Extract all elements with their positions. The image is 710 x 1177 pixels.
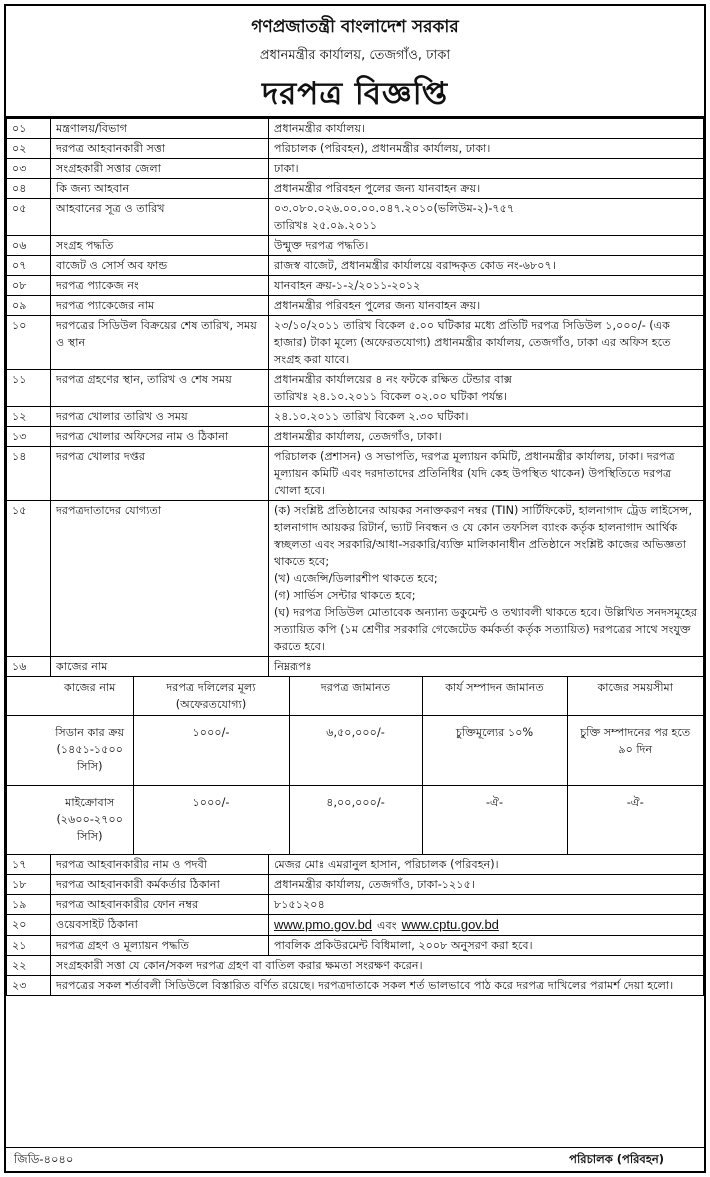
table-row — [7, 316, 704, 370]
row-value-line: তারিখঃ ২৫.০৯.২০১১ — [274, 219, 378, 232]
work-header-row — [7, 677, 703, 716]
row-value — [269, 276, 704, 296]
row-value — [269, 316, 704, 370]
notice-footer — [6, 1147, 704, 1171]
website-joiner: এবং — [377, 918, 397, 932]
table-row — [7, 159, 704, 179]
row-number: ২১ — [7, 935, 51, 955]
row-label: দরপত্র খোলার তারিখ ও সময় — [51, 407, 269, 427]
row-value-line: প্রধানমন্ত্রীর কার্যালয়, তেজগাঁও, ঢাকা। — [274, 430, 442, 443]
row-number: ০১ — [7, 119, 51, 139]
website-value — [269, 914, 704, 935]
row-value-line: ঢাকা। — [274, 162, 299, 175]
row-number: ২০ — [7, 914, 51, 935]
gd-code: জিডি-৪০৪০ — [14, 1152, 74, 1166]
table-row — [7, 276, 704, 296]
work-price: ১০০০/- — [133, 786, 289, 854]
row-value — [269, 159, 704, 179]
work-security: ৪,০০,০০০/- — [289, 786, 422, 854]
notice-title: দরপত্র বিজ্ঞপ্তি — [261, 76, 449, 112]
eligibility-list — [269, 501, 704, 657]
table-row — [7, 199, 704, 236]
row-label: দরপত্র আহবানকারীর নাম ও পদবী — [51, 854, 269, 874]
row-value-line: প্রধানমন্ত্রীর পরিবহন পুলের জন্য যানবাহন ক্রয়। — [274, 182, 481, 195]
row-number: ০৪ — [7, 179, 51, 199]
work-time: চুক্তি সম্পাদনের পর হতে ৯০ দিন — [567, 716, 703, 786]
note-text: দরপত্রের সকল শর্তাবলী সিডিউলে বিস্তারিত বর্ণিত রয়েছে। দরপত্রদাতাকে সকল শর্ত ভালভাবে পাঠ করে দরপত্র দাখিলের পরামর্শ দেয়া হলো। — [51, 975, 704, 995]
row-label: দরপত্র আহবানকারী সত্তা — [51, 139, 269, 159]
row-label: দরপত্রদাতাদের যোগ্যতা — [51, 501, 269, 657]
row-number: ২৩ — [7, 975, 51, 995]
work-header: কার্য সম্পাদন জামানত — [422, 677, 567, 716]
work-header: দরপত্র দলিলের মূল্য (অফেরতযোগ্য) — [133, 677, 289, 716]
row-value-line: ৮১৫১২০৪ — [274, 897, 325, 911]
tender-notice — [4, 4, 706, 1173]
work-time: -ঐ- — [567, 786, 703, 854]
note-row — [7, 975, 704, 995]
row-label: ওয়েবসাইট ঠিকানা — [51, 914, 269, 935]
eligibility-item: (খ) এজেন্সি/ডিলারশীপ থাকতে হবে; — [274, 572, 438, 585]
row-number: ০৫ — [7, 199, 51, 236]
row-value — [269, 199, 704, 236]
row-value-line: ২৪.১০.২০১১ তারিখ বিকেল ২.৩০ ঘটিকা। — [274, 410, 469, 423]
row-value — [269, 236, 704, 256]
work-name: সিডান কার ক্রয় (১৪৫১-১৫০০ সিসি) — [7, 716, 133, 786]
row-value — [269, 854, 704, 874]
row-value — [269, 256, 704, 276]
work-header: কাজের সময়সীমা — [567, 677, 703, 716]
row-label: সংগ্রহ পদ্ধতি — [51, 236, 269, 256]
row-number: ১৯ — [7, 894, 51, 914]
table-row — [7, 407, 704, 427]
row-number: ০২ — [7, 139, 51, 159]
table-row — [7, 179, 704, 199]
work-name: মাইক্রোবাস (২৬০০-২৭০০ সিসি) — [7, 786, 133, 854]
row-value-line: যানবাহন ক্রয়-১-২/২০১১-২০১২ — [274, 279, 421, 292]
row-label: দরপত্র প্যাকেজের নাম — [51, 296, 269, 316]
table-row — [7, 370, 704, 407]
row-value — [269, 447, 704, 501]
row-value — [269, 407, 704, 427]
notice-table — [6, 118, 704, 996]
row-number: ১১ — [7, 370, 51, 407]
row-label: আহবানের সূত্র ও তারিখ — [51, 199, 269, 236]
row-label: মন্ত্রণালয়/বিভাগ — [51, 119, 269, 139]
row-label: দরপত্র গ্রহণের স্থান, তারিখ ও শেষ সময় — [51, 370, 269, 407]
row-value — [269, 894, 704, 914]
table-row — [7, 657, 704, 677]
cptu-website-link[interactable]: www.cptu.gov.bd — [401, 916, 499, 932]
table-row — [7, 874, 704, 894]
row-number: ২২ — [7, 955, 51, 975]
row-value — [269, 139, 704, 159]
eligibility-item: (গ) সার্ভিস সেন্টার থাকতে হবে; — [274, 589, 416, 602]
work-item-row — [7, 786, 703, 854]
eligibility-item: (ঘ) দরপত্র সিডিউল মোতাবেক অন্যান্য ডকুমেন্ট ও তথ্যাবলী থাকতে হবে। উল্লিখিত সনদসমূহের সত্যায়িত কপি (১ম শ্রেণীর সরকারি গেজেটেড কর্মকর্তা কর্তৃক সত্যায়িত) দরপত্রের সাথে সংযুক্ত করতে হবে। — [274, 606, 698, 653]
row-value-line: ২৩/১০/২০১১ তারিখ বিকেল ৫.০০ ঘটিকার মধ্যে প্রতিটি দরপত্র সিডিউল ১,০০০/- (এক হাজার) টাকা মূল্যে (অফেরতযোগ্য) প্রধানমন্ত্রীর কার্যালয়, তেজগাঁও, ঢাকা এর অফিস হতে সংগ্রহ করা যাবে। — [274, 319, 671, 366]
row-label: দরপত্রের সিডিউল বিক্রয়ের শেষ তারিখ, সময় ও স্থান — [51, 316, 269, 370]
row-number: ১৫ — [7, 501, 51, 657]
notice-header — [6, 6, 704, 118]
row-label: বাজেট ও সোর্স অব ফান্ড — [51, 256, 269, 276]
table-row — [7, 447, 704, 501]
row-value-line: পাবলিক প্রকিউরমেন্ট বিধিমালা, ২০০৮ অনুসরণ করা হবে। — [274, 938, 533, 952]
row-number: ০৮ — [7, 276, 51, 296]
row-value-line: মেজর মোঃ এমরানুল হাসান, পরিচালক (পরিবহন)। — [274, 857, 499, 871]
row-label: দরপত্র খোলার দপ্তর — [51, 447, 269, 501]
row-label: কি জন্য আহবান — [51, 179, 269, 199]
table-row — [7, 256, 704, 276]
table-row — [7, 854, 704, 874]
table-row — [7, 914, 704, 935]
row-number: ০৬ — [7, 236, 51, 256]
row-number: ০৩ — [7, 159, 51, 179]
table-row — [7, 427, 704, 447]
government-name: গণপ্রজাতন্ত্রী বাংলাদেশ সরকার — [251, 17, 459, 37]
row-value-line: তারিখঃ ২৪.১০.২০১১ বিকেল ০২.০০ ঘটিকা পর্যন্ত। — [274, 390, 508, 403]
row-number: ০৭ — [7, 256, 51, 276]
row-value — [269, 296, 704, 316]
row-number: ১৮ — [7, 874, 51, 894]
row-number: ১৩ — [7, 427, 51, 447]
work-performance: -ঐ- — [422, 786, 567, 854]
row-label: দরপত্র খোলার অফিসের নাম ও ঠিকানা — [51, 427, 269, 447]
signature-title: পরিচালক (পরিবহন) — [569, 1152, 664, 1166]
table-row — [7, 935, 704, 955]
eligibility-item: (ক) সংশ্লিষ্ট প্রতিষ্ঠানের আয়কর সনাক্তকরণ নম্বর (TIN) সার্টিফিকেট, হালনাগাদ ট্রেড লাইসেন্স, হালনাগাদ আয়কর রিটার্ন, ভ্যাট নিবন্ধন ও যে কোন তফসিল ব্যাংক কর্তৃক হালনাগাদ আর্থিক স্বচ্ছলতা এবং সরকারি/আধা-সরকারি/ব্যক্তি মালিকানাধীন প্রতিষ্ঠানে সংশ্লিষ্ট কাজের অভিজ্ঞতা থাকতে হবে; — [274, 504, 693, 568]
row-value-line: প্রধানমন্ত্রীর পরিবহন পুলের জন্য যানবাহন ক্রয়। — [274, 299, 481, 312]
table-row — [7, 296, 704, 316]
work-table-cell — [7, 677, 704, 855]
row-value — [269, 427, 704, 447]
table-row — [7, 894, 704, 914]
row-value-line: প্রধানমন্ত্রীর কার্যালয়, তেজগাঁও, ঢাকা-১২১৫। — [274, 877, 475, 891]
row-value — [269, 370, 704, 407]
table-row — [7, 236, 704, 256]
office-address: প্রধানমন্ত্রীর কার্যালয়, তেজগাঁও, ঢাকা — [259, 48, 451, 63]
row-value: নিম্নরূপঃ — [269, 657, 704, 677]
work-header: কাজের নাম — [7, 677, 133, 716]
row-value — [269, 179, 704, 199]
work-table — [7, 677, 703, 854]
row-value-line: পরিচালক (প্রশাসন) ও সভাপতি, দরপত্র মূল্যায়ন কমিটি, প্রধানমন্ত্রীর কার্যালয়, ঢাকা। দরপত্র মূল্যায়ন কমিটি এবং দরদাতাদের প্রতিনিধির (যদি কেহ উপস্থিত থাকেন) উপস্থিতিতে দরপত্র খোলা হবে। — [274, 450, 675, 497]
row-value — [269, 935, 704, 955]
row-label: দরপত্র গ্রহণ ও মূল্যায়ন পদ্ধতি — [51, 935, 269, 955]
row-label: দরপত্র আহবানকারীর ফোন নম্বর — [51, 894, 269, 914]
row-value-line: পরিচালক (পরিবহন), প্রধানমন্ত্রীর কার্যালয়, ঢাকা। — [274, 142, 491, 155]
work-item-row — [7, 716, 703, 786]
note-text: সংগ্রহকারী সত্তা যে কোন/সকল দরপত্র গ্রহণ বা বাতিল করার ক্ষমতা সংরক্ষণ করেন। — [51, 955, 704, 975]
row-value-line: প্রধানমন্ত্রীর কার্যালয়। — [274, 122, 366, 135]
row-label: কাজের নাম — [51, 657, 269, 677]
row-number: ১২ — [7, 407, 51, 427]
row-number: ১৬ — [7, 657, 51, 677]
row-number: ০৯ — [7, 296, 51, 316]
work-price: ১০০০/- — [133, 716, 289, 786]
row-value — [269, 874, 704, 894]
table-row — [7, 139, 704, 159]
table-row — [7, 501, 704, 657]
row-label: দরপত্র প্যাকেজ নং — [51, 276, 269, 296]
row-value-line: প্রধানমন্ত্রীর কার্যালয়ের ৪ নং ফটকে রক্ষিত টেন্ডার বাক্স — [274, 373, 512, 386]
note-row — [7, 955, 704, 975]
row-value-line: রাজস্ব বাজেট, প্রধানমন্ত্রীর কার্যালয়ে বরাদ্দকৃত কোড নং-৬৮০৭। — [274, 259, 556, 272]
work-header: দরপত্র জামানত — [289, 677, 422, 716]
work-security: ৬,৫০,০০০/- — [289, 716, 422, 786]
work-table-row — [7, 677, 704, 855]
row-label: দরপত্র আহবানকারী কর্মকর্তার ঠিকানা — [51, 874, 269, 894]
work-performance: চুক্তিমূল্যের ১০% — [422, 716, 567, 786]
row-number: ১০ — [7, 316, 51, 370]
row-label: সংগ্রহকারী সত্তার জেলা — [51, 159, 269, 179]
pmo-website-link[interactable]: www.pmo.gov.bd — [274, 916, 373, 932]
row-value-line: উন্মুক্ত দরপত্র পদ্ধতি। — [274, 239, 369, 252]
row-number: ১৭ — [7, 854, 51, 874]
row-number: ১৪ — [7, 447, 51, 501]
row-value-line: ০৩.০৮০.০২৬.০০.০০.০৪৭.২০১০(ভলিউম-২)-৭৫৭ — [274, 202, 515, 215]
